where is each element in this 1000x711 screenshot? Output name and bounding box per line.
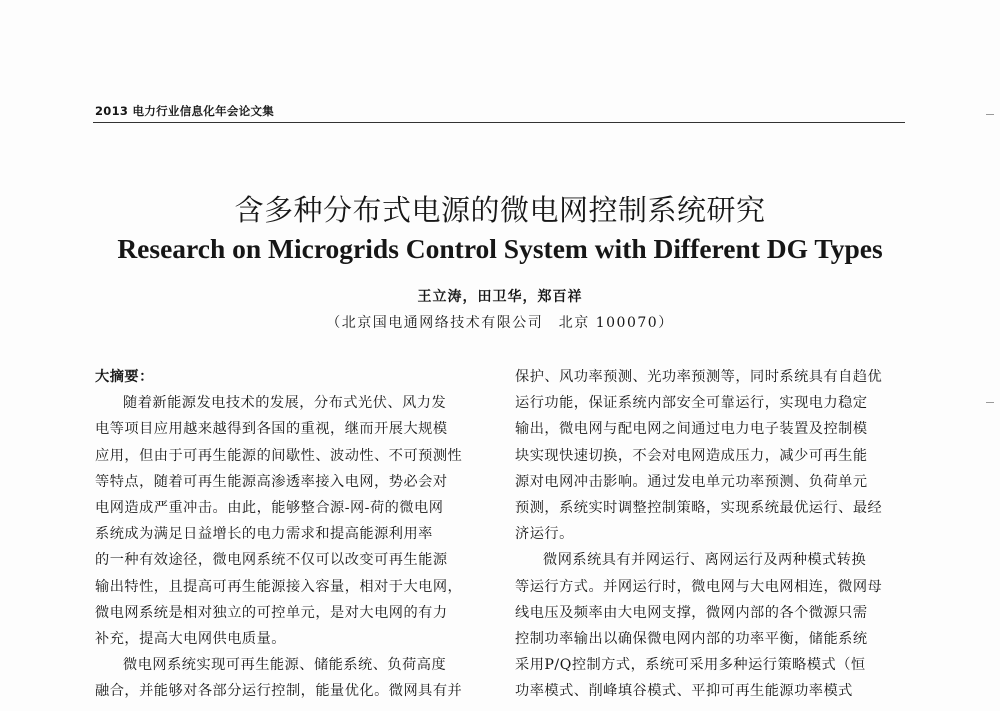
authors: 王立涛，田卫华，郑百祥: [417, 289, 583, 305]
body-line: 微电网系统是相对独立的可控单元，是对大电网的有力: [95, 604, 448, 621]
header-rule: [93, 122, 905, 123]
body-line: 输出特性，且提高可再生能源接入容量，相对于大电网，: [95, 578, 463, 595]
abstract-label: 大摘要：: [95, 369, 154, 385]
body-line: 线电压及频率由大电网支撑，微网内部的各个微源只需: [515, 604, 868, 621]
title-chinese: 含多种分布式电源的微电网控制系统研究: [234, 193, 766, 227]
body-line: 融合，并能够对各部分运行控制，能量优化。微网具有并: [95, 683, 463, 700]
body-line: 系统成为满足日益增长的电力需求和提高能源利用率: [95, 526, 433, 543]
body-line: 电网造成严重冲击。由此，能够整合源-网-荷的微电网: [95, 500, 444, 517]
body-line: 控制功率输出以确保微电网内部的功率平衡，储能系统: [515, 631, 868, 648]
body-line: 补充，提高大电网供电质量。: [95, 631, 286, 648]
title-english: Research on Microgrids Control System with Different DG Types: [117, 233, 883, 264]
body-line: 功率模式、削峰填谷模式、平抑可再生能源功率模式: [515, 683, 853, 700]
running-title: 2013 电力行业信息化年会论文集: [95, 104, 275, 118]
body-line: 的一种有效途径，微电网系统不仅可以改变可再生能源: [95, 552, 448, 569]
scan-mark: [986, 114, 994, 115]
body-line: 等运行方式。并网运行时，微电网与大电网相连，微网母: [515, 578, 883, 595]
body-line: 块实现快速切换，不会对电网造成压力，减少可再生能: [515, 447, 868, 464]
left-column: [95, 364, 500, 705]
body-line: 采用P/Q控制方式，系统可采用多种运行策略模式（恒: [515, 657, 866, 674]
body-line: 济运行。: [515, 526, 574, 543]
body-line: 等特点，随着可再生能源高渗透率接入电网，势必会对: [95, 473, 448, 490]
right-column: [515, 364, 920, 705]
body-line: 微网系统具有并网运行、离网运行及两种模式转换: [543, 552, 867, 569]
body-line: 源对电网冲击影响。通过发电单元功率预测、负荷单元: [515, 473, 868, 490]
scan-mark: [986, 402, 994, 403]
body-line: 预测，系统实时调整控制策略，实现系统最优运行、最经: [515, 500, 883, 517]
body-line: 电等项目应用越来越得到各国的重视，继而开展大规模: [95, 421, 448, 438]
body-line: 运行功能，保证系统内部安全可靠运行，实现电力稳定: [515, 395, 868, 412]
body-line: 微电网系统实现可再生能源、储能系统、负荷高度: [123, 657, 447, 674]
body-line: 应用，但由于可再生能源的间歇性、波动性、不可预测性: [95, 447, 463, 464]
body-line: 随着新能源发电技术的发展，分布式光伏、风力发: [123, 395, 447, 412]
affiliation: （北京国电通网络技术有限公司 北京 100070）: [326, 315, 674, 331]
body-line: 保护、风功率预测、光功率预测等，同时系统具有自趋优: [515, 369, 883, 385]
body-line: 输出，微电网与配电网之间通过电力电子装置及控制模: [515, 421, 868, 438]
